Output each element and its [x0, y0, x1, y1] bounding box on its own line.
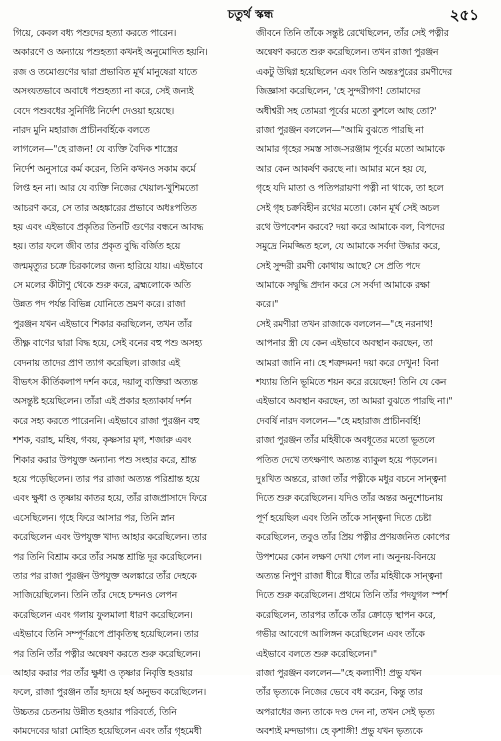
text-line: জিজ্ঞাসা করেছিলেন, 'হে সুন্দরীগণ! তোমাদের [256, 86, 421, 98]
text-line: অপরাধের জন্য তাকে দণ্ড দেন না, তখন সেই ভৃত্য [256, 706, 435, 718]
text-line: আহার করার পর তাঁর ক্ষুধা ও তৃষ্ণার নিবৃত্তি হওয়ার [13, 667, 193, 679]
text-line: করেছিলেন, তারপর তাঁকে তাঁর ক্রোড়ে স্থাপন করে, [256, 609, 436, 621]
text-line: বেদে পশুবধের সুনির্দিষ্ট নির্দেশ দেওয়া হয়েছে। [13, 105, 174, 117]
text-line: আমাকে সদ্বুদ্ধি প্রদান করে সে সর্বদা আমাকে রক্ষা [256, 280, 430, 292]
text-line: আর কেন আকর্ষণ করছে না। আমার মনে হয় যে, [256, 163, 427, 175]
text-line: তার পর রাজা পুরঞ্জন উপযুক্ত অলঙ্কারে তাঁর দেহকে [13, 570, 197, 582]
page-number: ২৫১ [449, 6, 479, 24]
text-line: শশক, বরাহ, মহিষ, গবয়, কৃষ্ণসার মৃগ, শজারু এবং [13, 435, 192, 447]
text-line: ফলে, রাজা পুরঞ্জন তাঁর হৃদয়ে হর্ষ অনুভব করেছিলেন। [13, 687, 206, 699]
text-line: অত্যন্ত নিপুণ রাজা ধীরে ধীরে তাঁর মহিষীকে সান্ত্বনা [256, 570, 443, 582]
text-line: নারদ মুনি মহারাজ প্রাচীনবর্হিকে বলতে [13, 124, 150, 136]
text-line: দুঃখিত অন্তরে, রাজা তাঁর পত্নীকে মধুর বচনে সান্ত্বনা [256, 473, 447, 485]
text-line: রাজা পুরঞ্জন তাঁর মহিষীকে অবধূতের মতো ভূতলে [256, 435, 435, 447]
text-line: তাঁর ভৃত্যকে নিজের ভেবে বধ করেন, কিন্তু তার [256, 687, 423, 699]
text-line: সেই সুন্দরী রমণী কোথায় আছে? সে প্রতি পদে [256, 260, 420, 272]
text-line: এবং ক্ষুধা ও তৃষ্ণায় কাতর হয়ে, তাঁর রাজপ্রাসাদে ফিরে [13, 493, 207, 505]
text-line: পর তিনি তাঁর পত্নীর অন্বেষণ করতে শুরু করেছিলেন। [13, 648, 201, 660]
text-line: উপশমের কোন লক্ষণ দেখা গেল না। অনুনয়-বিনয়ে [256, 551, 436, 563]
text-line: হয়। তার ফলে জীব তার প্রকৃত বুদ্ধি বর্জিত হয়ে [13, 241, 181, 253]
text-line: গভীর আবেগে আলিঙ্গন করেছিলেন এবং তাঁকে [256, 629, 425, 641]
text-line: আমরা জানি না। হে শত্রুদমন! দয়া করে দেখুন! বিনা [256, 357, 439, 369]
text-line: করেছিলেন এবং গলায় ফুলমালা ধারণ করেছিলেন। [13, 609, 193, 621]
text-line: আমার গৃহের সমস্ত সাজ-সরঞ্জাম পূর্বের মতো আমাকে [256, 144, 445, 156]
text-line: লাগলেন—"হে রাজন! যে ব্যক্তি বৈদিক শাস্ত্রের [13, 144, 178, 156]
text-line: শয্যায় তিনি ভূমিতে শয়ন করে রয়েছেন! তিনি যে কেন [256, 377, 447, 389]
running-title: চতুর্থ স্কন্ধ [227, 7, 274, 21]
text-line: হয়ে পড়েছিলেন। তার পর রাজা অত্যন্ত পরিশ্রান্ত হয়ে [13, 473, 200, 485]
text-line: অকারণে ও অন্যায়ে পশুহত্যা কখনই অনুমোদিত হয়নি। [13, 47, 208, 59]
text-line: হয় এবং এইভাবে প্রকৃতির তিনটি গুণের বন্ধনে আবদ্ধ [13, 221, 204, 233]
text-line: এইভাবে অবস্থান করছেন, তা আমরা বুঝতে পারছি না।" [256, 396, 453, 408]
text-line: দেবর্ষি নারদ বললেন—"হে মহারাজ প্রাচীনবর্হি! [256, 415, 422, 427]
text-line: গৃহে যদি মাতা ও পতিপরায়ণা পত্নী না থাকে, তা হলে [256, 183, 444, 195]
text-line: সেই রমণীরা তখন রাজাকে বললেন—"হে নরনাথ! [256, 318, 433, 330]
text-line: তীক্ষ্ণ বাণের দ্বারা বিদ্ধ হয়ে, সেই বনের বহু পশু অসহ্য [13, 338, 202, 350]
text-line: সেই গৃহ চক্রবিহীন রথের মতো। কোন মূর্খ সেই অচল [256, 202, 440, 214]
text-line: এইভাবে বলতে শুরু করেছিলেন।" [256, 648, 377, 660]
text-line: সমুদ্রে নিমজ্জিত হলে, যে আমাকে সর্বদা উদ্ধার করে, [256, 241, 441, 253]
text-line: শিকার করার উপযুক্ত অন্যান্য পশু সংহার করে, শ্রান্ত [13, 454, 197, 466]
text-line: জন্মমৃত্যুর চক্রে চিরকালের জন্য হারিয়ে যায়। এইভাবে [13, 260, 203, 272]
text-line: পূর্ণ হয়েছিল এবং তিনি তাঁকে সান্ত্বনা দিতে চেষ্টা [256, 512, 432, 524]
text-line: গিয়ে, কেবল বধ্য পশুদের হত্যা করতে পারেন। [13, 28, 177, 39]
text-line: করে সহ্য করতে পারেননি। এইভাবে রাজা পুরঞ্জন বহু [13, 415, 200, 427]
text-line: কামদেবের দ্বারা মোহিত হয়েছিলেন এবং তাঁর গৃহমেধী [13, 726, 202, 738]
text-line: করেছিলেন এবং উপযুক্ত খাদ্য আহার করেছিলেন। তার [13, 532, 207, 544]
left-text-column [13, 24, 243, 738]
text-line: বেদনায় তাদের প্রাণ ত্যাগ করেছিল। রাজার এই [13, 357, 180, 369]
text-line: এসেছিলেন। গৃহে ফিরে আসার পর, তিনি স্নান [13, 512, 175, 524]
text-line: পুরঞ্জন যখন এইভাবে শিকার করছিলেন, তখন তাঁর [13, 318, 192, 330]
text-line: জীবনে তিনি তাঁকে সন্তুষ্ট রেখেছিলেন, তাঁর সেই পত্নীর [256, 28, 449, 39]
text-line: অসন্তুষ্ট হয়েছিলেন। তাঁরা এই প্রকার হত্যাকার্য দর্শন [13, 396, 192, 408]
text-line: সে মলের কীটাণু থেকে শুরু করে, ব্রহ্মলোকে অতি [13, 280, 191, 292]
text-line: উচ্চতর চেতনায় উন্নীত হওয়ার পরিবর্তে, তিনি [13, 706, 177, 718]
text-line: দিতে শুরু করেছিলেন। যদিও তাঁর অন্তর অনুশোচনায় [256, 493, 443, 505]
text-line: রজ ও তমোগুণের দ্বারা প্রভাবিত মূর্খ মানুষেরা যাতে [13, 66, 197, 78]
text-line: অসংযতভাবে অবাধে পশুহত্যা না করে, সেই জন্যই [13, 86, 194, 98]
text-line: লিপ্ত হন না। আর যে ব্যক্তি নিজের খেয়াল-খুশিমতো [13, 183, 199, 195]
text-line: করেছিলেন, তবুও তাঁর প্রিয় পত্নীর প্রণয়জনিত কোপের [256, 532, 450, 544]
text-line: বীভৎস কীর্তিকলাপ দর্শন করে, দয়ালু ব্যক্তিরা অত্যন্ত [13, 377, 198, 389]
text-line: দিতে শুরু করেছিলেন। প্রথমে তিনি তাঁর পদযুগল স্পর্শ [256, 590, 448, 602]
text-line: অন্বেষণ করতে শুরু করেছিলেন। তখন রাজা পুরঞ্জন [256, 47, 439, 59]
text-line: উন্নত পদ পর্যন্ত বিভিন্ন যোনিতে ভ্রমণ করে। রাজা [13, 299, 186, 311]
text-line: নির্দেশ অনুসারে কর্ম করেন, তিনি কখনও সকাম কর্মে [13, 163, 196, 175]
text-line: রাজা পুরঞ্জন বললেন—"হে কল্যাণী! প্রভু যখন [256, 667, 422, 679]
right-text-column [256, 24, 492, 738]
text-line: সাজিয়েছিলেন। তিনি তাঁর দেহে চন্দনও লেপন [13, 590, 177, 602]
text-line: রথে উপবেশন করবে? দয়া করে আমাকে বল, বিপদের [256, 221, 445, 233]
text-line: করে।" [256, 299, 279, 311]
text-line: পতিত দেখে তৎক্ষণাৎ অত্যন্ত ব্যাকুল হয়ে পড়লেন। [256, 454, 437, 466]
text-line: একটু উদ্বিগ্ন হয়েছিলেন এবং তিনি অন্তঃপুরের রমণীদের [256, 66, 452, 78]
text-line: অধীশ্বরী সহ তোমরা পূর্বের মতো কুশলে আছ তো?' [256, 105, 437, 117]
text-line: আপনার স্ত্রী যে কেন এইভাবে অবস্থান করছেন, তা [256, 338, 433, 350]
text-line: এইভাবে তিনি সম্পূর্ণরূপে প্রাকৃতিস্থ হয়েছিলেন। তার [13, 629, 199, 641]
text-line: আচরণ করে, সে তার অহঙ্কারের প্রভাবে অধঃপতিত [13, 202, 197, 214]
page-header [22, 4, 479, 26]
text-line: রাজা পুরঞ্জন বললেন—"আমি বুঝতে পারছি না [256, 124, 424, 136]
text-line: পর তিনি বিশ্রাম করে তাঁর সমস্ত শ্রান্তি দূর করেছিলেন। [13, 551, 202, 563]
text-line: অবশ্যই মন্দভাগ্য। হে কৃশাঙ্গী! প্রভু যখন ভৃত্যকে [256, 726, 423, 738]
